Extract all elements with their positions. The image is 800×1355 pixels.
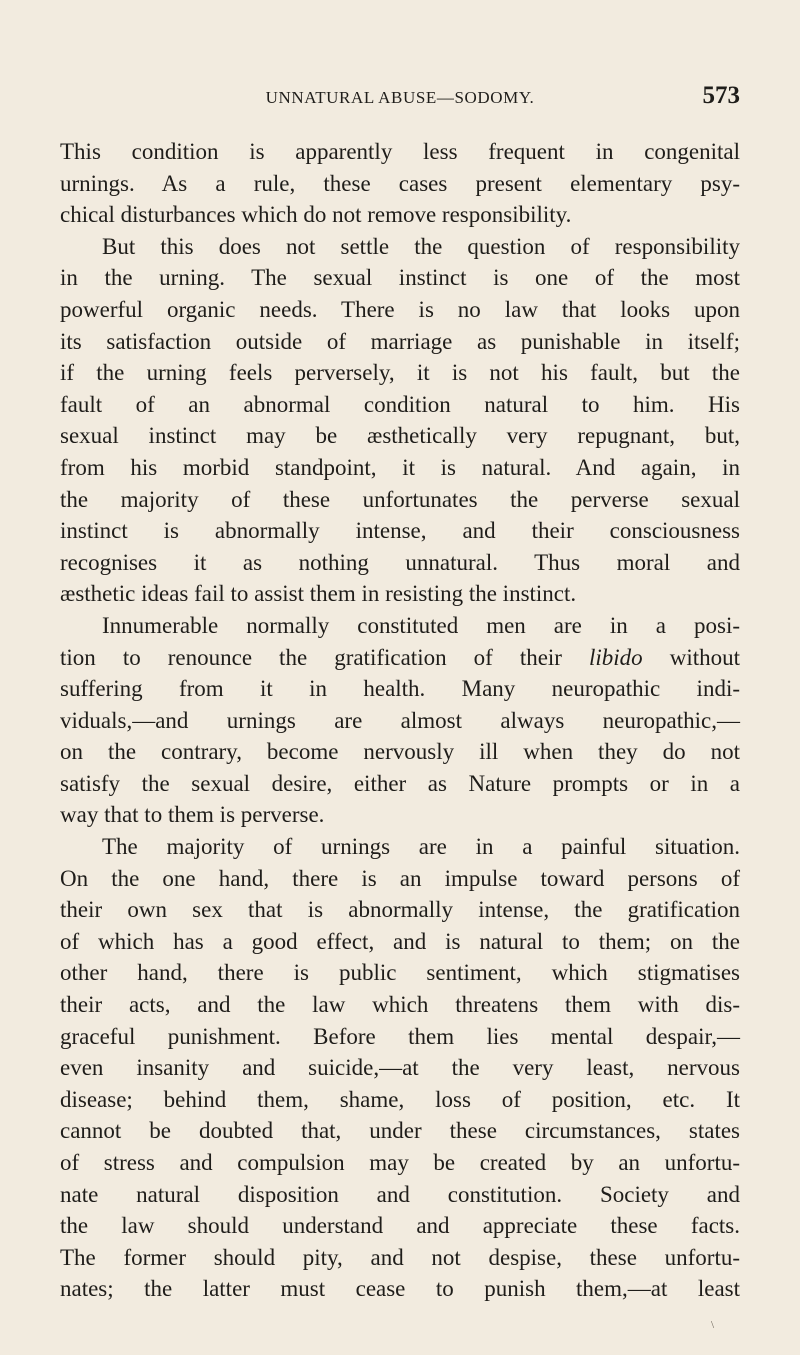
text-line	[60, 736, 740, 768]
text-line	[60, 1021, 740, 1053]
text-fragment: other hand, there is public sentiment, which stigmatises	[60, 960, 740, 986]
text-line	[60, 1147, 740, 1179]
text-fragment: urnings. As a rule, these cases present elementary psy-	[60, 170, 740, 196]
text-fragment: Innumerable normally constituted men are in a posi-	[102, 612, 740, 638]
text-line	[60, 420, 740, 452]
print-mark: \	[711, 1319, 715, 1331]
text-fragment: of which has a good effect, and is natural to them; on the	[60, 928, 740, 954]
text-line	[60, 1052, 740, 1084]
text-line	[60, 357, 740, 389]
text-fragment: On the one hand, there is an impulse toward persons of	[60, 865, 740, 891]
text-fragment: satisfy the sexual desire, either as Nature prompts or in a	[60, 770, 740, 796]
text-fragment: nates; the latter must cease to punish them,—at least	[60, 1276, 740, 1302]
text-line	[60, 199, 740, 231]
text-fragment: disease; behind them, shame, loss of position, etc. It	[60, 1086, 740, 1112]
text-line	[60, 1179, 740, 1211]
text-fragment: instinct is abnormally intense, and their consciousness	[60, 518, 740, 544]
text-line	[60, 610, 740, 642]
text-fragment: way that to them is perverse.	[60, 802, 325, 828]
text-fragment: tion to renounce the gratification of their	[60, 644, 590, 670]
text-fragment: without	[642, 644, 741, 670]
text-line	[60, 326, 740, 358]
text-fragment: even insanity and suicide,—at the very least, nervous	[60, 1055, 740, 1081]
text-line	[60, 863, 740, 895]
text-fragment: powerful organic needs. There is no law that looks upon	[60, 296, 740, 322]
text-line	[60, 515, 740, 547]
text-fragment: æsthetic ideas fail to assist them in resisting the instinct.	[60, 581, 577, 607]
text-fragment: This condition is apparently less frequent in congenital	[60, 139, 740, 164]
text-line	[60, 578, 740, 610]
text-line	[60, 957, 740, 989]
text-line	[60, 1210, 740, 1242]
text-line	[60, 1273, 740, 1305]
text-line	[60, 894, 740, 926]
text-line	[60, 231, 740, 263]
text-line	[60, 484, 740, 516]
text-line	[60, 294, 740, 326]
text-fragment: The former should pity, and not despise, these unfortu-	[60, 1244, 740, 1270]
text-fragment: of stress and compulsion may be created by an unfortu-	[60, 1150, 740, 1175]
text-line	[60, 168, 740, 200]
text-fragment: from his morbid standpoint, it is natural. And again, in	[60, 454, 740, 480]
text-line	[60, 1084, 740, 1116]
text-fragment: in the urning. The sexual instinct is one of the most	[60, 265, 740, 291]
text-line	[60, 1115, 740, 1147]
text-fragment: the law should understand and appreciate these facts.	[60, 1213, 740, 1239]
running-title: UNNATURAL ABUSE—SODOMY.	[265, 88, 535, 107]
text-line	[60, 452, 740, 484]
text-fragment: fault of an abnormal condition natural to him. His	[60, 391, 740, 417]
text-line	[60, 705, 740, 737]
text-line	[60, 136, 740, 168]
text-line	[60, 989, 740, 1021]
text-fragment: nate natural disposition and constitution. Society and	[60, 1181, 740, 1207]
text-fragment: cannot be doubted that, under these circumstances, states	[60, 1118, 740, 1144]
text-fragment: the majority of these unfortunates the perverse sexual	[60, 486, 740, 512]
text-fragment: graceful punishment. Before them lies mental despair,—	[60, 1023, 740, 1049]
text-fragment: But this does not settle the question of responsibility	[102, 233, 740, 259]
running-head	[60, 80, 740, 116]
text-line	[60, 1242, 740, 1274]
text-line	[60, 389, 740, 421]
text-line	[60, 831, 740, 863]
text-fragment: suffering from it in health. Many neuropathic indi-	[60, 676, 740, 702]
text-fragment: The majority of urnings are in a painful situation.	[102, 834, 740, 860]
text-line	[60, 642, 740, 674]
italic-word: libido	[589, 644, 643, 670]
text-fragment: if the urning feels perversely, it is not his fault, but the	[60, 360, 740, 386]
text-fragment: viduals,—and urnings are almost always neuropathic,—	[60, 707, 740, 733]
text-line	[60, 926, 740, 958]
text-fragment: sexual instinct may be æsthetically very repugnant, but,	[60, 423, 740, 449]
page-number: 573	[702, 82, 740, 109]
body-text	[60, 136, 740, 1305]
text-line	[60, 799, 740, 831]
text-line	[60, 262, 740, 294]
text-fragment: their own sex that is abnormally intense, the gratification	[60, 897, 740, 923]
text-line	[60, 673, 740, 705]
text-fragment: on the contrary, become nervously ill when they do not	[60, 739, 740, 765]
text-line	[60, 768, 740, 800]
text-fragment: its satisfaction outside of marriage as punishable in itself;	[60, 328, 740, 354]
text-fragment: chical disturbances which do not remove responsibility.	[60, 202, 572, 228]
text-fragment: their acts, and the law which threatens them with dis-	[60, 992, 740, 1018]
text-line	[60, 547, 740, 579]
text-fragment: recognises it as nothing unnatural. Thus moral and	[60, 549, 740, 575]
